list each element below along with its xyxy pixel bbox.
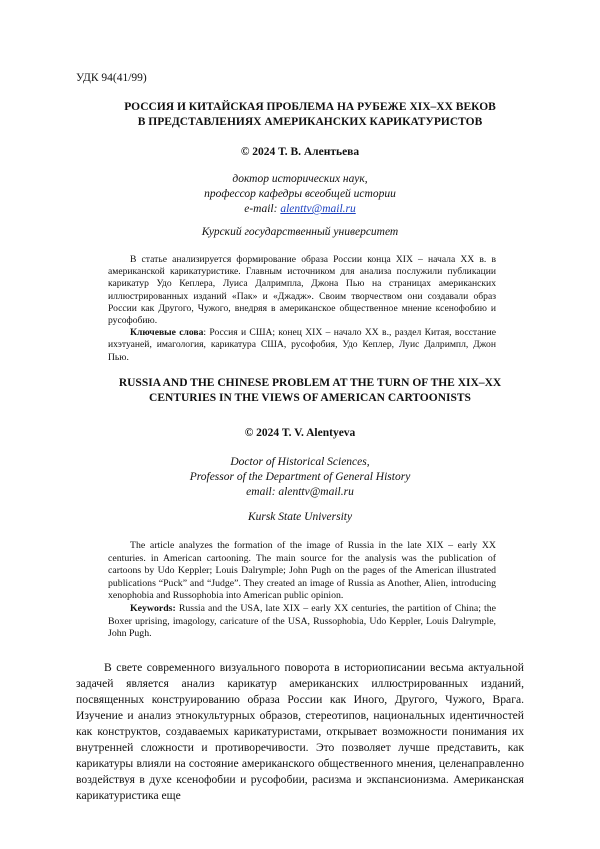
- en-keywords-text: Russia and the USA, late XIX – early XX centuries, the partition of China; the Boxer uprising, imagology, caricature of the USA, Russophobia, Udo Keppler, Louis Dalrymple, John Pugh.: [108, 602, 496, 640]
- ru-author: © 2024 Т. В. Алентьева: [240, 146, 360, 158]
- en-author: © 2024 T. V. Alentyeva: [244, 427, 356, 439]
- en-keywords: [108, 603, 496, 641]
- ru-university: Курский государственный университет: [201, 226, 399, 238]
- en-position: Professor of the Department of General History: [189, 471, 411, 483]
- ru-title: [90, 100, 530, 130]
- udk-code: УДК 94(41/99): [76, 72, 147, 84]
- en-title-line1: RUSSIA AND THE CHINESE PROBLEM AT THE TURN OF THE XIX–XX: [118, 377, 502, 389]
- body-text: [76, 660, 524, 804]
- en-abstract-block: [108, 540, 496, 641]
- ru-title-line2: В ПРЕДСТАВЛЕНИЯХ АМЕРИКАНСКИХ КАРИКАТУРИСТОВ: [137, 116, 483, 128]
- ru-email-line: [0, 202, 600, 217]
- en-university: Kursk State University: [247, 511, 353, 523]
- ru-position: профессор кафедры всеобщей истории: [204, 188, 396, 200]
- en-email: email: alenttv@mail.ru: [246, 486, 354, 498]
- body-paragraph: В свете современного визуального поворота в историописании весьма актуальной задачей является анализ карикатур американских иллюстрированных изданий, посвященных конструированию образа России как Иного, Другого, Чужого, Врага. Изучение и анализ этнокультурных образов, стереотипов, национальных идентичностей как конструктов, создаваемых карикатуристами, открывает возможности понимания их внутренней сложности и противоречивости. Это позволяет лучше представить, как карикатуры влияли на состояние американского общественного мнения, целенаправленно воздействуя в духе ксенофобии и русофобии, расизма и экспансионизма. Американская карикатуристика еще: [76, 661, 524, 802]
- en-degree: Doctor of Historical Sciences,: [230, 456, 370, 468]
- ru-keywords-label: Ключевые слова: [130, 327, 204, 339]
- ru-abstract-block: [108, 254, 496, 364]
- en-title: [90, 376, 530, 406]
- ru-email-prefix: e-mail:: [244, 203, 281, 215]
- en-affiliation: [0, 455, 600, 500]
- ru-affiliation: [0, 172, 600, 217]
- ru-email-link[interactable]: alenttv@mail.ru: [280, 203, 356, 215]
- ru-keywords-text: : Россия и США; конец XIX – начало XX в., раздел Китая, восстание ихэтуаней, имагология, карикатура США, русофобия, Удо Кеплер, Луис Далримпл, Джон Пью.: [108, 327, 496, 363]
- en-abstract: The article analyzes the formation of the image of Russia in the late XIX – early XX centuries. in American cartooning. The main source for the analysis was the publication of cartoons by Udo Keppler; Louis Dalrymple; John Pugh on the pages of the American illustrated publications “Puck” and “Judge”. They created an image of Russia as Another, Alien, introducing xenophobia and Russophobia into American public opinion.: [108, 540, 496, 602]
- ru-title-line1: РОССИЯ И КИТАЙСКАЯ ПРОБЛЕМА НА РУБЕЖЕ XIX–XX ВЕКОВ: [124, 101, 496, 113]
- en-title-line2: CENTURIES IN THE VIEWS OF AMERICAN CARTOONISTS: [149, 392, 471, 404]
- ru-keywords: [108, 327, 496, 364]
- ru-abstract: В статье анализируется формирование образа России конца XIX – начала XX в. в американской карикатуристике. Главным источником для анализа послужили публикации карикатур Удо Кеплера, Луиса Далримпла, Джона Пью на страницах американских иллюстрированных изданий «Пак» и «Джадж». Своим творчеством они создавали образ России как Другого, Чужого, внедряя в американское общественное мнение ксенофобию и русофобию.: [108, 254, 496, 327]
- ru-degree: доктор исторических наук,: [232, 173, 368, 185]
- en-keywords-label: Keywords:: [130, 602, 176, 614]
